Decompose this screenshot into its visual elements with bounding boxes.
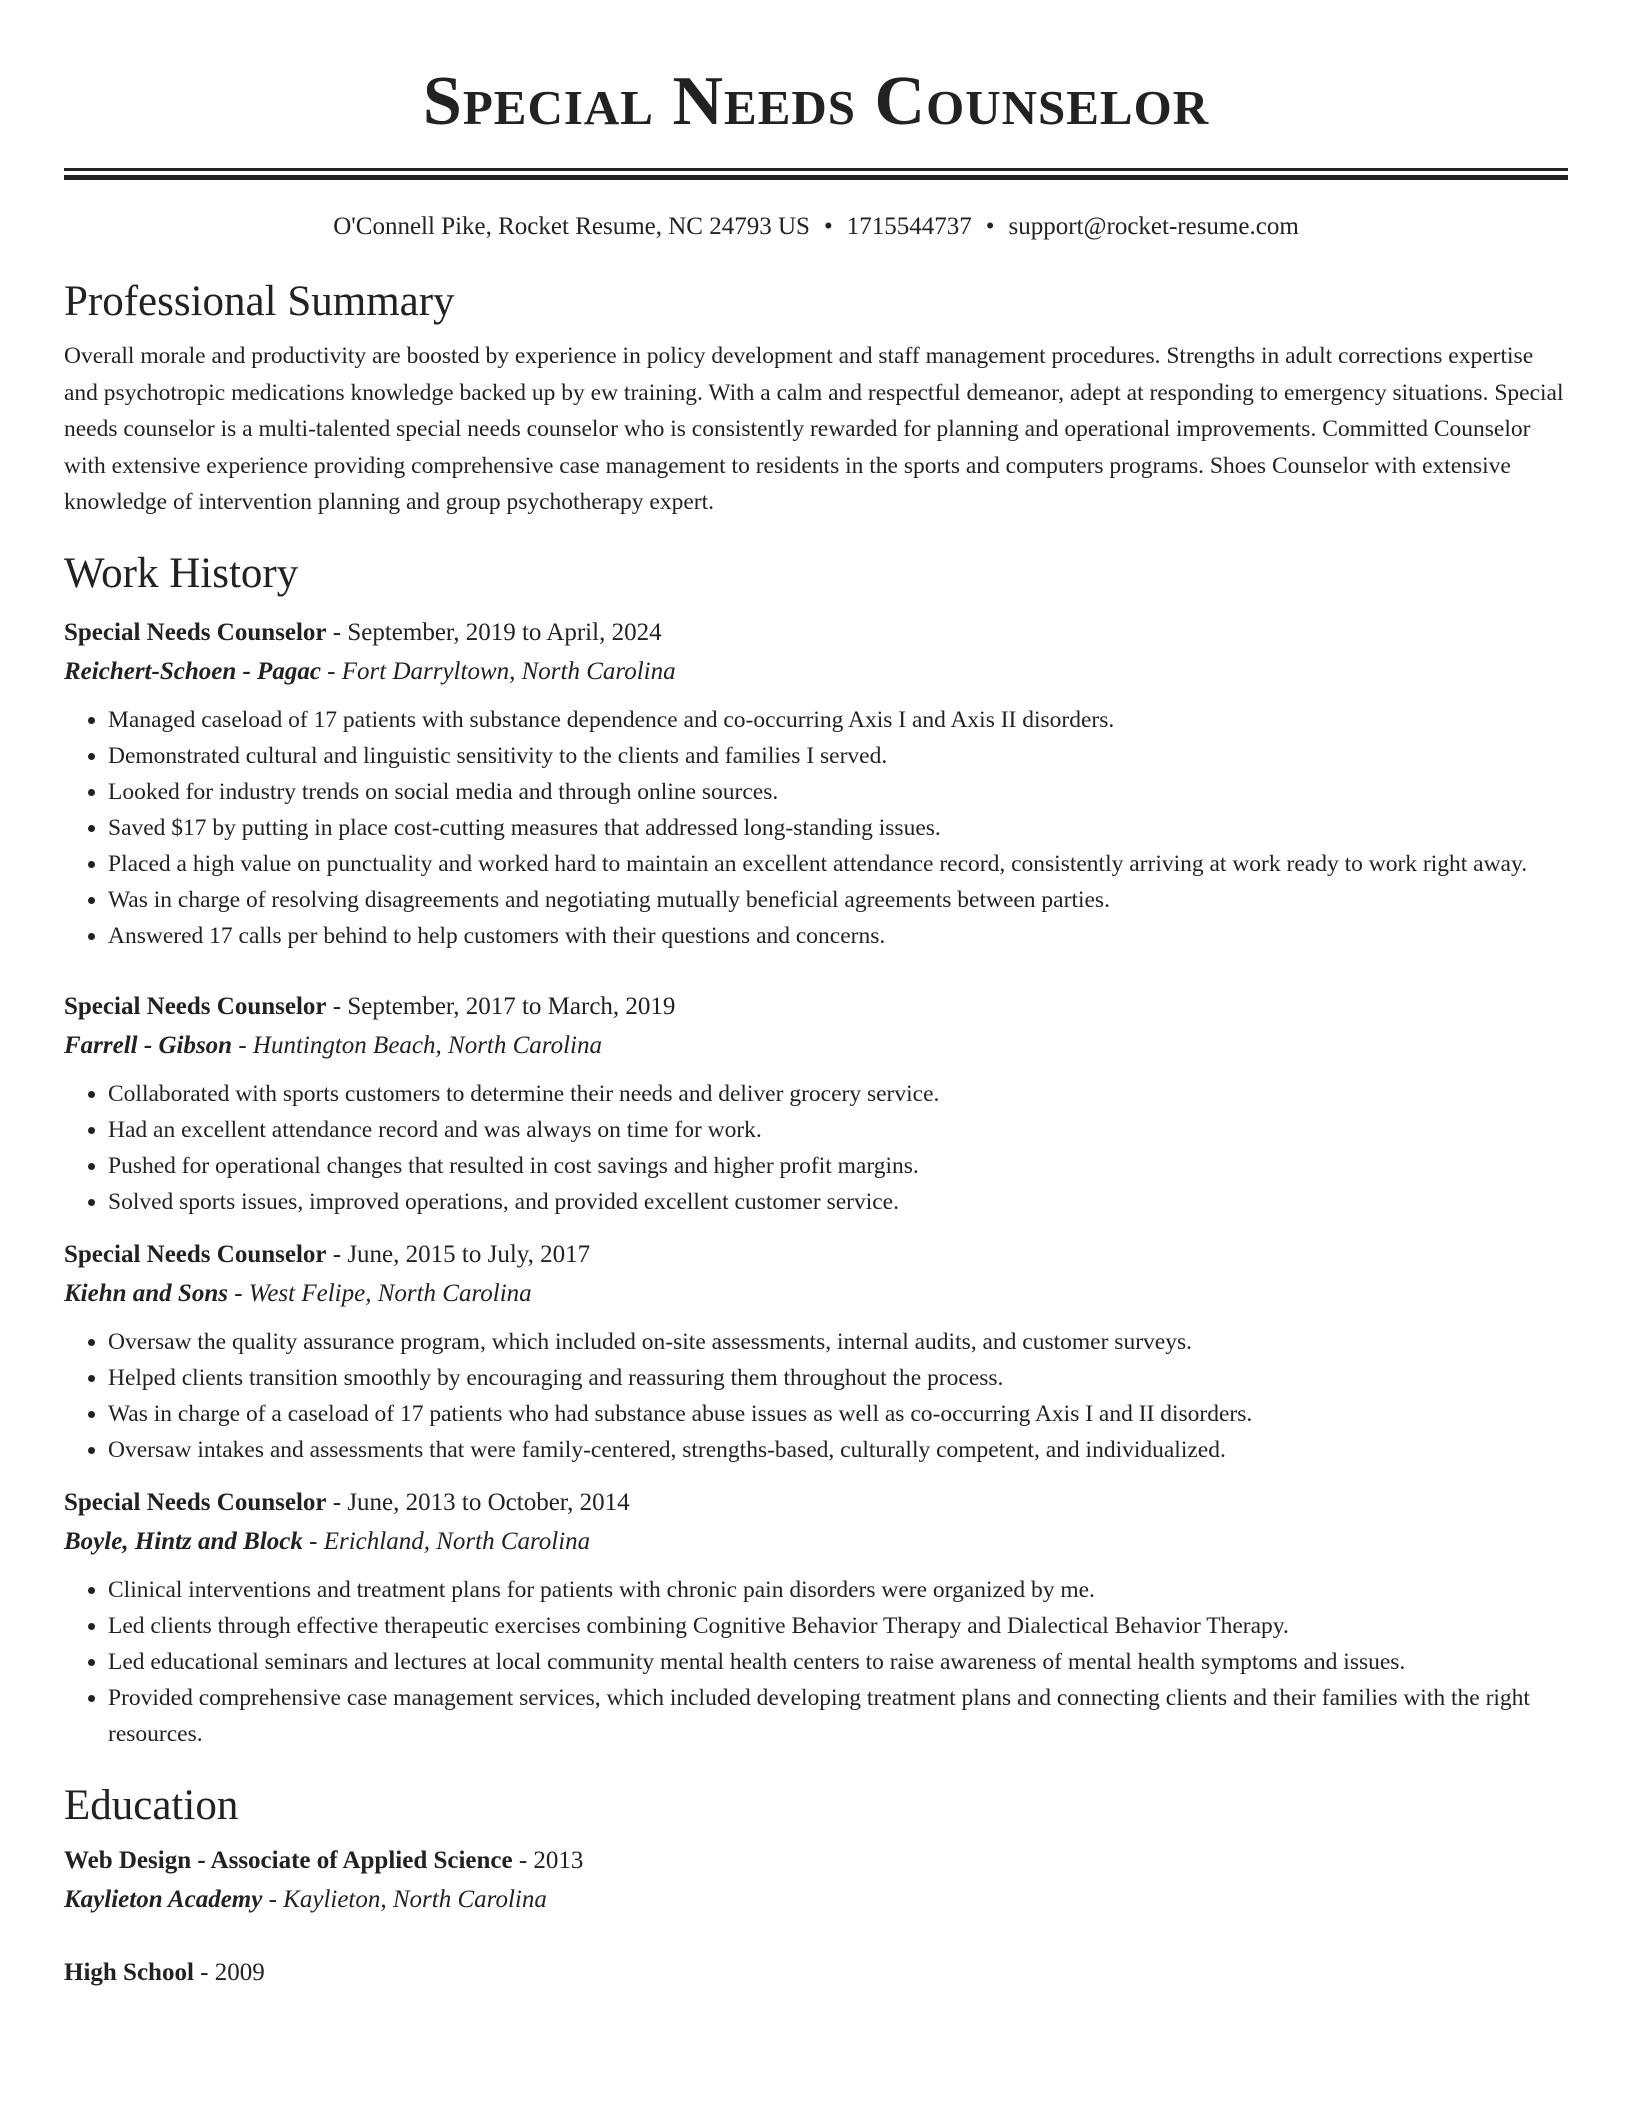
job-entry bbox=[64, 1236, 1568, 1468]
bullet-item: • Placed a high value on punctuality and worked hard to maintain an excellent attendance record, consistently arriving at work ready to work right away. bbox=[108, 846, 1568, 882]
degree-name: Web Design - Associate of Applied Science bbox=[64, 1846, 513, 1874]
job-title: Special Needs Counselor bbox=[64, 1240, 327, 1268]
bullet-item: • Collaborated with sports customers to determine their needs and deliver grocery service. bbox=[108, 1076, 1568, 1112]
degree-line bbox=[64, 1954, 1568, 1992]
job-bullets bbox=[64, 1572, 1568, 1752]
education-entry bbox=[64, 1842, 1568, 1920]
job-bullets bbox=[64, 1076, 1568, 1220]
company-location: - Huntington Beach, North Carolina bbox=[232, 1031, 602, 1059]
degree-year: - 2009 bbox=[193, 1958, 265, 1986]
degree-year: - 2013 bbox=[512, 1846, 584, 1874]
bullet-item: • Solved sports issues, improved operations, and provided excellent customer service. bbox=[108, 1184, 1568, 1220]
bullet-item: • Saved $17 by putting in place cost-cutting measures that addressed long-standing issues. bbox=[108, 810, 1568, 846]
degree-name: High School bbox=[64, 1958, 194, 1986]
company-line bbox=[64, 1274, 1568, 1314]
job-entry bbox=[64, 1484, 1568, 1752]
school-location: - Kaylieton, North Carolina bbox=[262, 1885, 547, 1913]
contact-phone: 1715544737 bbox=[846, 213, 972, 240]
bullet-item: • Provided comprehensive case management services, which included developing treatment plans and connecting clients and their families with the right resources. bbox=[108, 1680, 1568, 1752]
bullet-item: • Oversaw the quality assurance program, which included on-site assessments, internal audits, and customer surveys. bbox=[108, 1324, 1568, 1360]
bullet-item: • Demonstrated cultural and linguistic sensitivity to the clients and families I served. bbox=[108, 738, 1568, 774]
education-section bbox=[64, 1780, 1568, 1992]
summary-text: Overall morale and productivity are boosted by experience in policy development and staff management procedures. Strengths in adult corrections expertise and psychotropic medications knowledge backed up by ew training. With a calm and respectful demeanor, adept at responding to emergency situations. Special needs counselor is a multi-talented special needs counselor who is consistently rewarded for planning and operational improvements. Committed Counselor with extensive experience providing comprehensive case management to residents in the sports and computers programs. Shoes Counselor with extensive knowledge of intervention planning and group psychotherapy expert. bbox=[64, 343, 1564, 515]
company-line bbox=[64, 1026, 1568, 1066]
job-dates: - September, 2017 to March, 2019 bbox=[326, 992, 676, 1020]
summary-section bbox=[64, 276, 1568, 521]
header-divider-thin bbox=[64, 175, 1568, 180]
job-bullets bbox=[64, 702, 1568, 954]
job-title: Special Needs Counselor bbox=[64, 992, 327, 1020]
degree-line bbox=[64, 1842, 1568, 1880]
job-title: Special Needs Counselor bbox=[64, 1488, 327, 1516]
company-name: Farrell - Gibson bbox=[64, 1031, 233, 1059]
work-history-section bbox=[64, 548, 1568, 1752]
job-entry bbox=[64, 988, 1568, 1220]
resume-name: Special Needs Counselor bbox=[422, 63, 1210, 140]
contact-line bbox=[64, 210, 1568, 244]
education-entry bbox=[64, 1954, 1568, 1992]
bullet-item: • Answered 17 calls per behind to help customers with their questions and concerns. bbox=[108, 918, 1568, 954]
bullet-item: • Led clients through effective therapeutic exercises combining Cognitive Behavior Therapy and Dialectical Behavior Therapy. bbox=[108, 1608, 1568, 1644]
company-line bbox=[64, 652, 1568, 692]
job-title: Special Needs Counselor bbox=[64, 618, 327, 646]
bullet-item: • Was in charge of a caseload of 17 patients who had substance abuse issues as well as co-occurring Axis I and II disorders. bbox=[108, 1396, 1568, 1432]
company-name: Kiehn and Sons bbox=[64, 1279, 228, 1307]
header-divider-thick bbox=[64, 168, 1568, 171]
job-entry bbox=[64, 614, 1568, 954]
contact-separator: • bbox=[823, 213, 833, 240]
bullet-item: • Led educational seminars and lectures at local community mental health centers to raise awareness of mental health symptoms and issues. bbox=[108, 1644, 1568, 1680]
job-bullets bbox=[64, 1324, 1568, 1468]
company-location: - Erichland, North Carolina bbox=[302, 1527, 591, 1555]
education-heading: Education bbox=[64, 1781, 239, 1829]
bullet-item: • Helped clients transition smoothly by encouraging and reassuring them throughout the process. bbox=[108, 1360, 1568, 1396]
job-title-line bbox=[64, 988, 1568, 1026]
job-dates: - September, 2019 to April, 2024 bbox=[326, 618, 662, 646]
bullet-item: • Clinical interventions and treatment plans for patients with chronic pain disorders were organized by me. bbox=[108, 1572, 1568, 1608]
bullet-item: • Was in charge of resolving disagreements and negotiating mutually beneficial agreements between parties. bbox=[108, 882, 1568, 918]
job-title-line bbox=[64, 614, 1568, 652]
job-dates: - June, 2015 to July, 2017 bbox=[326, 1240, 591, 1268]
job-title-line bbox=[64, 1236, 1568, 1274]
company-location: - Fort Darryltown, North Carolina bbox=[320, 657, 676, 685]
summary-heading: Professional Summary bbox=[64, 278, 455, 325]
school-name: Kaylieton Academy bbox=[64, 1885, 263, 1913]
bullet-item: • Had an excellent attendance record and was always on time for work. bbox=[108, 1112, 1568, 1148]
bullet-item: • Pushed for operational changes that resulted in cost savings and higher profit margins. bbox=[108, 1148, 1568, 1184]
contact-email[interactable]: support@rocket-resume.com bbox=[1008, 213, 1299, 240]
contact-separator: • bbox=[985, 213, 995, 240]
contact-address: O'Connell Pike, Rocket Resume, NC 24793 US bbox=[333, 213, 810, 240]
bullet-item: • Looked for industry trends on social media and through online sources. bbox=[108, 774, 1568, 810]
company-name: Boyle, Hintz and Block bbox=[64, 1527, 303, 1555]
job-dates: - June, 2013 to October, 2014 bbox=[326, 1488, 630, 1516]
bullet-item: • Oversaw intakes and assessments that were family-centered, strengths-based, culturally competent, and individualized. bbox=[108, 1432, 1568, 1468]
company-location: - West Felipe, North Carolina bbox=[227, 1279, 532, 1307]
job-title-line bbox=[64, 1484, 1568, 1522]
company-line bbox=[64, 1522, 1568, 1562]
work-history-heading: Work History bbox=[64, 549, 299, 597]
bullet-item: • Managed caseload of 17 patients with substance dependence and co-occurring Axis I and Axis II disorders. bbox=[108, 702, 1568, 738]
school-line bbox=[64, 1880, 1568, 1920]
company-name: Reichert-Schoen - Pagac bbox=[64, 657, 321, 685]
